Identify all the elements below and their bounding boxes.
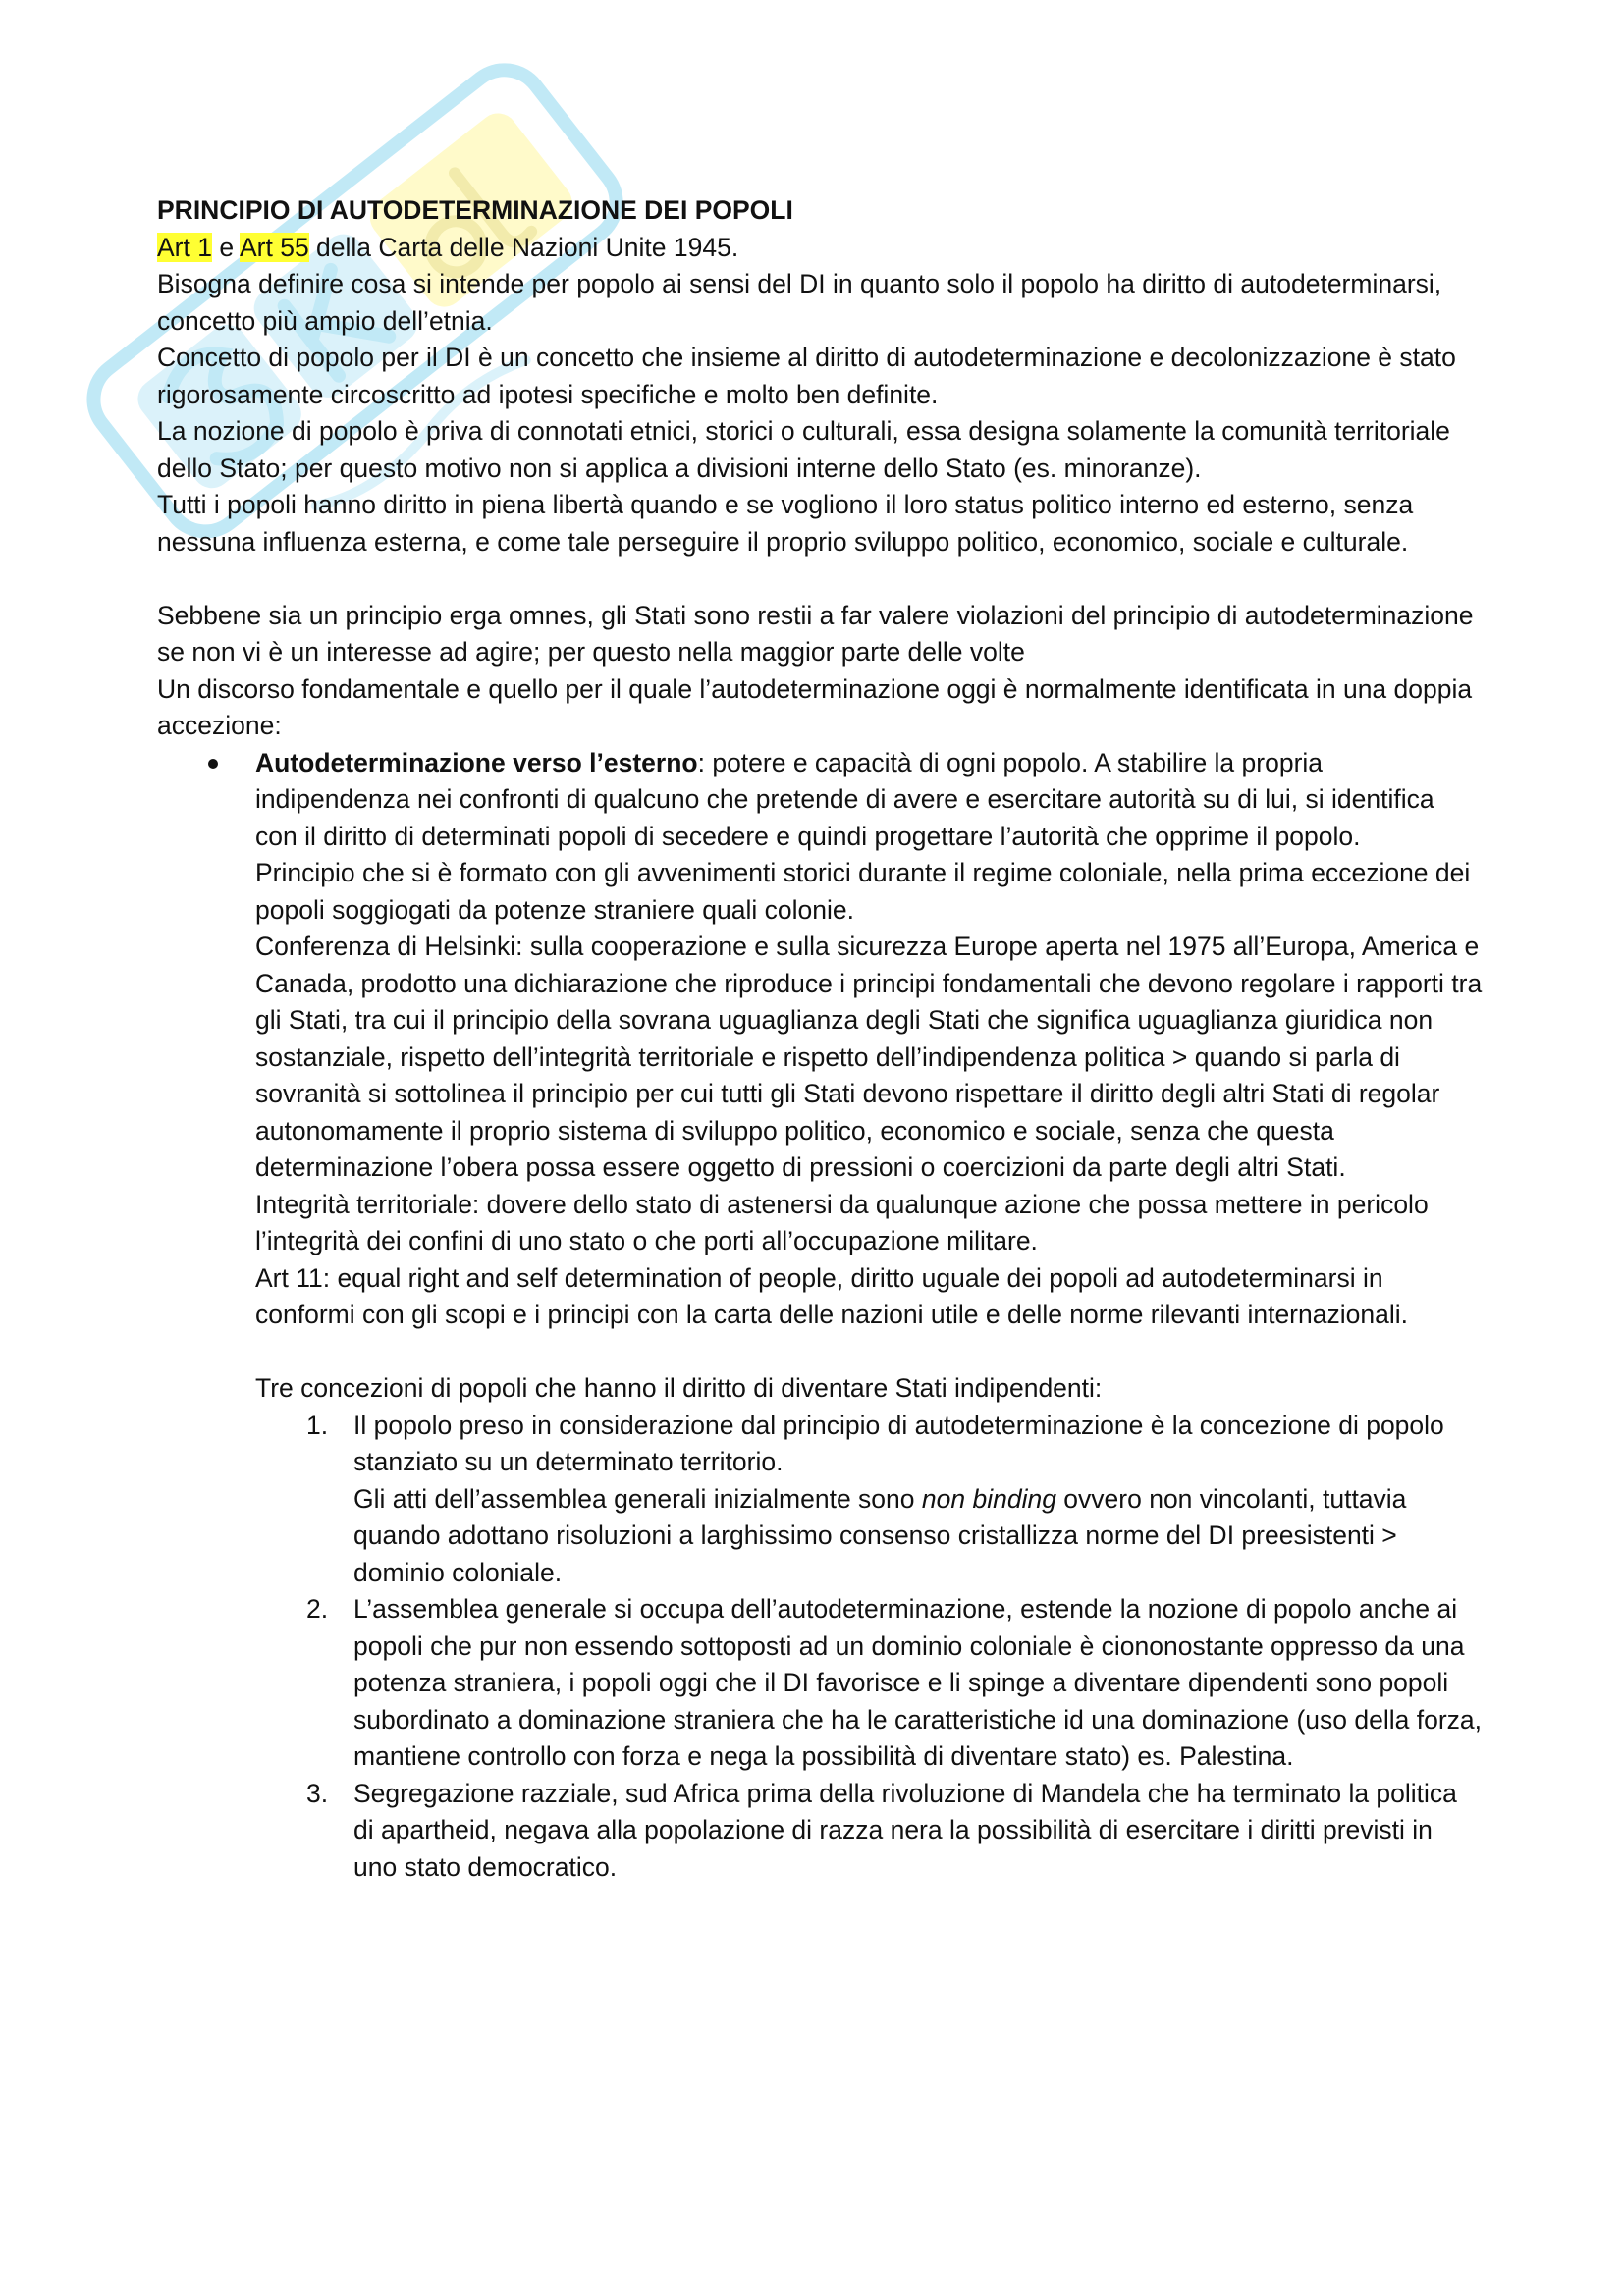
bullet-paragraph-integrita: Integrità territoriale: dovere dello stato di astenersi da qualunque azione che possa mettere in pericolo l’integrità dei confini di uno stato o che porti all’occupazione militare. xyxy=(255,1189,1429,1255)
bullet-term-text: : potere e capacità di ogni popolo. A stabilire la propria indipendenza nei confronti di qualcuno che pretende di avere e esercitare autorità su di lui, si identifica con il diritto di determinati popoli di secedere e quindi progettare l’autorità che opprime il popolo. xyxy=(255,747,1434,851)
numbered-item-1-text: Il popolo preso in considerazione dal principio di autodeterminazione è la concezione di popolo stanziato su un determinato territorio. xyxy=(353,1410,1444,1476)
note-post: ovvero non vincolanti, tuttavia quando adottano risoluzioni a larghissimo consenso cristallizza norme del DI preesistenti > dominio coloniale. xyxy=(353,1483,1407,1587)
intro-line xyxy=(157,230,1483,267)
numbered-item-3-text: Segregazione razziale, sud Africa prima della rivoluzione di Mandela che ha terminato la politica di apartheid, negava alla popolazione di razza nera la possibilità di esercitare i diritti previsti in uno stato democratico. xyxy=(353,1778,1457,1882)
paragraph-tutti-popoli: Tutti i popoli hanno diritto in piena libertà quando e se vogliono il loro status politico interno ed esterno, senza nessuna influenza esterna, e come tale perseguire il proprio sviluppo politico, economico, sociale e culturale. xyxy=(157,490,1414,557)
spacer xyxy=(157,561,1483,598)
bullet-paragraph-1 xyxy=(255,745,1483,856)
item-number: 1. xyxy=(306,1410,329,1440)
paragraph-doppia-accezione: Un discorso fondamentale e quello per il quale l’autodeterminazione oggi è normalmente identificata in una doppia accezione: xyxy=(157,673,1473,740)
numbered-list xyxy=(255,1408,1483,1887)
spacer xyxy=(255,1334,1483,1371)
numbered-item-2-text: L’assemblea generale si occupa dell’autodeterminazione, estende la nozione di popolo anche ai popoli che pur non essendo sottoposti ad un dominio coloniale è ciononostante oppresso da una potenza straniera, i popoli oggi che il DI favorisce e li spinge a diventare dipendenti sono popoli subordinato a dominazione straniera che ha le caratteristiche id una dominazione (uso della forza, mantiene controllo con forza e nega la possibilità di diventare stato) es. Palestina. xyxy=(353,1594,1483,1771)
paragraph-concetto-popolo: Concetto di popolo per il DI è un concetto che insieme al diritto di autodeterminazione e decolonizzazione è stato rigorosamente circoscritto ad ipotesi specifiche e molto ben definite. xyxy=(157,343,1456,409)
numbered-item-1 xyxy=(255,1408,1483,1592)
highlight-art-1: Art 1 xyxy=(157,232,212,262)
document-page xyxy=(157,192,1483,1886)
item-number: 2. xyxy=(306,1594,329,1624)
intro-rest: della Carta delle Nazioni Unite 1945. xyxy=(308,232,739,262)
document-title: PRINCIPIO DI AUTODETERMINAZIONE DEI POPOLI xyxy=(157,195,793,225)
note-emphasis: non binding xyxy=(921,1483,1056,1514)
item-number: 3. xyxy=(306,1778,329,1808)
bullet-term: Autodeterminazione verso l’esterno xyxy=(255,747,698,777)
bullet-paragraph-art-11: Art 11: equal right and self determination of people, diritto uguale dei popoli ad autodeterminarsi in conformi con gli scopi e i principi con la carta delle nazioni utile e delle norme rilevanti internazionali. xyxy=(255,1262,1408,1329)
bullet-paragraph-helsinki: Conferenza di Helsinki: sulla cooperazione e sulla sicurezza Europe aperta nel 1975 all’Europa, America e Canada, prodotto una dichiarazione che riproduce i principi fondamentali che devono regolare i rapporti tra gli Stati, tra cui il principio della sovrana uguaglianza degli Stati che significa uguaglianza giuridica non sostanziale, rispetto dell’integrità territoriale e rispetto dell’indipendenza politica > quando si parla di sovranità si sottolinea il principio per cui tutti gli Stati devono rispettare il diritto degli altri Stati di regolar autonomamente il proprio sistema di sviluppo politico, economico e sociale, senza che questa determinazione l’obera possa essere oggetto di pressioni o coercizioni da parte degli altri Stati. xyxy=(255,932,1483,1182)
bullet-paragraph-tre-concezioni: Tre concezioni di popoli che hanno il diritto di diventare Stati indipendenti: xyxy=(255,1373,1103,1403)
numbered-item-1-note xyxy=(353,1481,1483,1592)
numbered-item-2 xyxy=(255,1591,1483,1776)
highlight-art-55: Art 55 xyxy=(239,232,309,262)
numbered-item-3 xyxy=(255,1776,1483,1887)
bullet-dot-icon xyxy=(208,759,218,769)
paragraph-erga-omnes: Sebbene sia un principio erga omnes, gli Stati sono restii a far valere violazioni del principio di autodeterminazione se non vi è un interesse ad agire; per questo nella maggior parte delle volte xyxy=(157,600,1474,667)
bullet-item-esterno xyxy=(157,745,1483,1887)
paragraph-nozione-popolo: La nozione di popolo è priva di connotati etnici, storici o culturali, essa designa solamente la comunità territoriale dello Stato; per questo motivo non si applica a divisioni interne dello Stato (es. minoranze). xyxy=(157,416,1450,483)
note-pre: Gli atti dell’assemblea generali inizialmente sono xyxy=(353,1483,922,1514)
intro-conj: e xyxy=(211,232,240,262)
bullet-paragraph-2: Principio che si è formato con gli avvenimenti storici durante il regime coloniale, nella prima eccezione dei popoli soggiogati da potenze straniere quali colonie. xyxy=(255,858,1471,925)
bullet-list xyxy=(157,745,1483,1887)
paragraph-popolo-definition: Bisogna definire cosa si intende per popolo ai sensi del DI in quanto solo il popolo ha diritto di autodeterminarsi, concetto più ampio dell’etnia. xyxy=(157,269,1442,336)
